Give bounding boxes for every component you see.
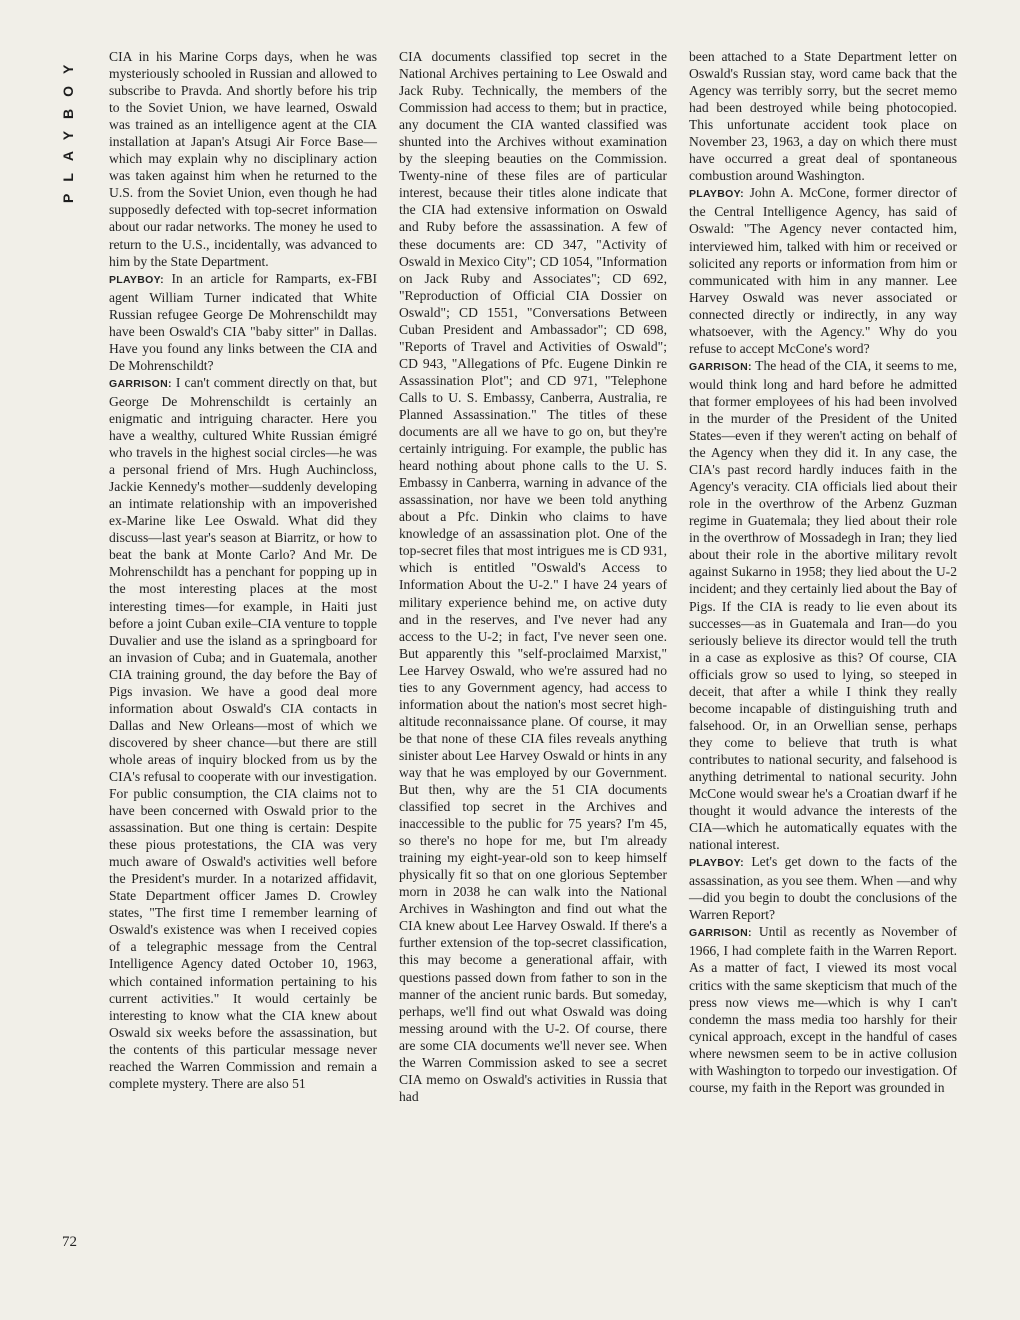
text-column-3: [689, 48, 957, 1096]
paragraph-text: The head of the CIA, it seems to me, would think long and hard before he admitted that former employees of his had been involved in the murder of the President of the United States—even if they weren't acting on behalf of the Agency when they did it. In any case, the CIA's past record hardly induces faith in the Agency's veracity. CIA officials lied about their role in the overthrow of the Arbenz Guzman regime in Guatemala; they lied about their role in the overthrow of Mossadegh in Iran; they lied about their role in the abortive military revolt against Sukarno in 1958; they lied about the U-2 incident; and they certainly lied about the Bay of Pigs. If the CIA is ready to lie even about its successes—as in Guatemala and Iran—do you seriously believe its director would tell the truth in a case as explosive as this? Of course, CIA officials grow so used to lying, so steeped in deceit, that after a while I think they really become incapable of distinguishing truth and falsehood. Or, in an Orwellian sense, perhaps they come to believe that truth is what contributes to national security, and falsehood is anything detrimental to national security. John McCone would swear he's a Croatian dwarf if he thought it would advance the interests of the CIA—which he automatically equates with the national interest.: [689, 357, 957, 853]
speaker-label: GARRISON:: [689, 360, 752, 373]
speaker-label: PLAYBOY:: [689, 857, 744, 870]
paragraph-text: John A. McCone, former director of the Central Intelligence Agency, has said of Oswald: "The Agency never contacted him, interviewed him, talked with him or received or solicited any reports or information from him or communicated with him in any manner. Lee Harvey Oswald was never associated or connected directly or indirectly, in any way whatsoever, with the Agency." Why do you refuse to accept McCone's word?: [689, 185, 957, 356]
paragraph: [689, 48, 957, 184]
paragraph: [109, 374, 377, 1092]
paragraph: [689, 357, 957, 853]
paragraph: [399, 48, 667, 1105]
paragraph: [109, 48, 377, 270]
speaker-label: PLAYBOY:: [109, 273, 164, 286]
paragraph: [109, 270, 377, 374]
paragraph-text: been attached to a State Department letter on Oswald's Russian stay, word came back that the Agency was terribly sorry, but the secret memo had been destroyed while being photocopied. This unfortunate accident took place on November 23, 1963, a day on which there must have occurred a great deal of spontaneous combustion around Washington.: [689, 49, 957, 184]
paragraph-text: Until as recently as November of 1966, I had complete faith in the Warren Report. As a matter of fact, I viewed its most vocal critics with the same skepticism that much of the press now views me—which is why I can't condemn the mass media too harshly for their cynical approach, except in the handful of cases where newsmen seem to be in active collusion with Washington to torpedo our investigation. Of course, my faith in the Report was grounded in: [689, 924, 957, 1095]
paragraph-text: In an article for Ramparts, ex-FBI agent William Turner indicated that White Russian refugee George De Mohrenschildt may have been Oswald's CIA "baby sitter" in Dallas. Have you found any links between the CIA and De Mohrenschildt?: [109, 270, 377, 373]
paragraph-text: CIA in his Marine Corps days, when he was mysteriously schooled in Russian and allowed to subscribe to Pravda. And shortly before his trip to the Soviet Union, we have learned, Oswald was trained as an intelligence agent at the CIA installation at Japan's Atsugi Air Force Base—which may explain why no disciplinary action was taken against him when he returned to the U.S. from the Soviet Union, even though he had supposedly defected with top-secret information about our radar networks. The money he used to return to the U.S., incidentally, was advanced to him by the State Department.: [109, 49, 377, 269]
paragraph: [689, 184, 957, 356]
speaker-label: GARRISON:: [109, 377, 172, 390]
running-head: PLAYBOY: [60, 52, 76, 204]
paragraph-text: CIA documents classified top secret in the National Archives pertaining to Lee Oswald and Jack Ruby. Technically, the members of the Commission had access to them; but in practice, any document the CIA wanted classified was shunted into the Archives without examination by the sleeping beauties on the Commission. Twenty-nine of these files are of particular interest, because their titles alone indicate that the CIA had extensive information on Oswald and Ruby before the assassination. A few of these documents are: CD 347, "Activity of Oswald in Mexico City"; CD 1054, "Information on Jack Ruby and Associates"; CD 692, "Reproduction of Official CIA Dossier on Oswald"; CD 1551, "Conversations Between Cuban President and Ambassador"; CD 698, "Reports of Travel and Activities of Oswald"; CD 943, "Allegations of Pfc. Eugene Dinkin re Assassination Plot"; and CD 971, "Telephone Calls to U. S. Embassy, Canberra, Australia, re Planned Assassination." The titles of these documents are all we have to go on, but they're certainly intriguing. For example, the public has heard nothing about phone calls to the U. S. Embassy in Canberra, warning in advance of the assassination, nor have we been told anything about a Pfc. Dinkin who claims to have knowledge of an assassination plot. One of the top-secret files that most intrigues me is CD 931, which is entitled "Oswald's Access to Information About the U-2." I have 24 years of military experience behind me, on active duty and in the reserves, and I've never had any access to the U-2; in fact, I've never seen one. But apparently this "self-proclaimed Marxist," Lee Harvey Oswald, who we're assured had no ties to any Government agency, had access to information about the nation's most secret high-altitude reconnaissance plane. Of course, it may be that none of these CIA files reveals anything sinister about Lee Harvey Oswald or hints in any way that he was employed by our Government. But then, why are the 51 CIA documents classified top secret in the Archives and inaccessible to the public for 75 years? I'm 45, so there's no hope for me, but I'm already training my eight-year-old son to keep himself physically fit so that on one glorious September morn in 2038 he can walk into the National Archives in Washington and find out what the CIA knew about Lee Harvey Oswald. If there's a further extension of the top-secret classification, this may become a generational affair, with questions passed down from father to son in the manner of the ancient runic bards. But someday, perhaps, we'll find out what Oswald was doing messing around with the U-2. Of course, there are some CIA documents we'll never see. When the Warren Commission asked to see a secret CIA memo on Oswald's activities in Russia that had: [399, 49, 667, 1104]
paragraph-text: Let's get down to the facts of the assassination, as you see them. When —and why—did you begin to doubt the conclusions of the Warren Report?: [689, 854, 957, 923]
text-column-1: [109, 48, 377, 1092]
text-column-2: [399, 48, 667, 1105]
page-number: 72: [62, 1234, 77, 1250]
paragraph-text: I can't comment directly on that, but George De Mohrenschildt is certainly an enigmatic and intriguing character. Here you have a wealthy, cultured White Russian émigré who travels in the highest social circles—he was a personal friend of Mrs. Hugh Auchincloss, Jackie Kennedy's mother—suddenly developing an intimate relationship with an impoverished ex-Marine like Lee Oswald. What did they discuss—last year's season at Biarritz, or how to beat the bank at Monte Carlo? And Mr. De Mohrenschildt has a penchant for popping up in the most interesting places at the most interesting times—for example, in Haiti just before a joint Cuban exile–CIA venture to topple Duvalier and use the island as a springboard for an invasion of Cuba; and in Guatemala, another CIA training ground, the day before the Bay of Pigs invasion. We have a good deal more information about Oswald's CIA contacts in Dallas and New Orleans—most of which we discovered by sheer chance—but there are still whole areas of inquiry blocked from us by the CIA's refusal to cooperate with our investigation. For public consumption, the CIA claims not to have been concerned with Oswald prior to the assassination. But one thing is certain: Despite these pious protestations, the CIA was very much aware of Oswald's activities well before the President's murder. In a notarized affidavit, State Department officer James D. Crowley states, "The first time I remember learning of Oswald's existence was when I received copies of a telegraphic message from the Central Intelligence Agency dated October 10, 1963, which contained information pertaining to his current activities." It would certainly be interesting to know what the CIA knew about Oswald six weeks before the assassination, but the contents of this particular message never reached the Warren Commission and remain a complete mystery. There are also 51: [109, 374, 377, 1091]
speaker-label: GARRISON:: [689, 927, 752, 940]
paragraph: [689, 923, 957, 1095]
paragraph: [689, 853, 957, 923]
speaker-label: PLAYBOY:: [689, 188, 744, 201]
